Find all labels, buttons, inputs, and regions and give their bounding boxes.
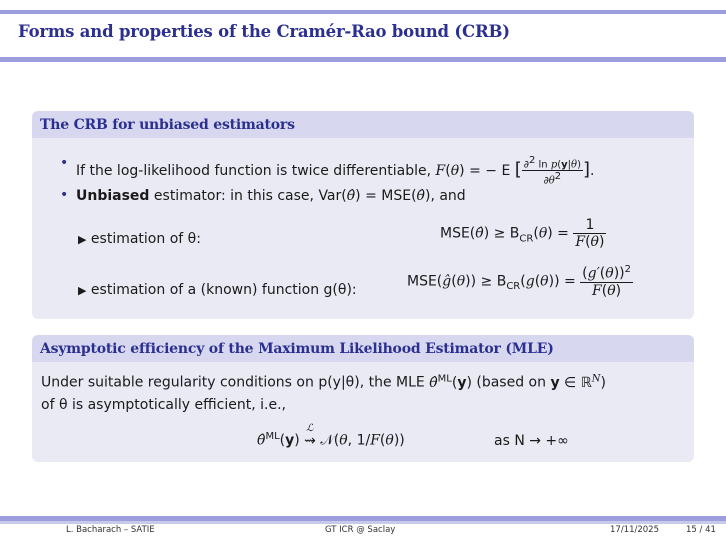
bullet-1-text <box>76 155 594 187</box>
slide-footer <box>0 516 726 544</box>
bullet-marker: • <box>60 155 69 171</box>
bullet-2-text <box>76 188 466 204</box>
bullet-1-label: If the log-likelihood function is twice differentiable, <box>76 162 432 179</box>
as-limit-text: as N → +∞ <box>494 433 569 449</box>
mle-efficiency-block <box>32 335 694 462</box>
footer-event: GT ICR @ Saclay <box>325 525 396 535</box>
crb-unbiased-block <box>32 111 694 319</box>
asymptotic-formula: θ̂$^{ML}$(y) ℒ ⇝ 𝒩(θ, 1/F(θ)) <box>257 422 405 449</box>
crb-formula-theta: MSE(θ̂) ≥ $B_{CR}(\theta)$ = $\frac{1}{F(\theta)}$ <box>440 217 605 250</box>
bullet-2-and: , and <box>430 188 466 204</box>
footer-author: L. Bacharach – SATIE <box>66 525 155 535</box>
y-domain: y ∈ ℝ$^N$) <box>550 373 606 391</box>
triangle-bullet-icon: ▶ <box>78 284 87 297</box>
footer-date: 17/11/2025 <box>610 525 659 535</box>
mle-line-1 <box>41 373 606 391</box>
mle-line-2: of θ is asymptotically efficient, i.e., <box>41 397 286 413</box>
block-title: Asymptotic efficiency of the Maximum Likelihood Estimator (MLE) <box>32 335 694 362</box>
sub-item-1 <box>78 231 201 247</box>
crb-formula-g: MSE(ĝ(θ)) ≥ $B_{CR}(g(\theta))$ = $\frac{(g'(\theta))^2}{F(\theta)}$ <box>407 264 631 299</box>
bullet-2-label: estimator: in this case, <box>153 188 314 204</box>
triangle-bullet-icon: ▶ <box>78 233 87 246</box>
header-rule-top <box>0 10 726 14</box>
header-rule-bottom <box>0 57 726 62</box>
mle-symbol: θ̂$^{ML}$(y) <box>429 373 472 391</box>
mle-line-1-tail: (based on <box>476 374 546 391</box>
slide-header <box>0 0 726 60</box>
sub-item-2-label: estimation of a (known) function g(θ): <box>90 282 357 298</box>
mle-line-1-label: Under suitable regularity conditions on p(y|θ), the MLE <box>41 374 425 391</box>
var-mse-formula: Var(θ̂) = MSE(θ̂) <box>318 188 431 204</box>
footer-band-light <box>0 521 726 524</box>
block-title: The CRB for unbiased estimators <box>32 111 694 138</box>
fisher-formula: F(θ) = − E [ $\frac{\partial^2 \ln p(y|\theta)}{\partial\theta^2}$ ]. <box>435 155 595 187</box>
sub-item-2 <box>78 282 357 298</box>
slide-title: Forms and properties of the Cramér-Rao bound (CRB) <box>18 22 510 41</box>
bullet-marker: • <box>60 187 69 203</box>
unbiased-keyword: Unbiased <box>76 188 150 204</box>
bullet-2 <box>60 187 68 203</box>
bullet-1 <box>60 155 68 171</box>
footer-page-number: 15 / 41 <box>686 525 716 535</box>
sub-item-1-label: estimation of θ: <box>90 231 201 247</box>
